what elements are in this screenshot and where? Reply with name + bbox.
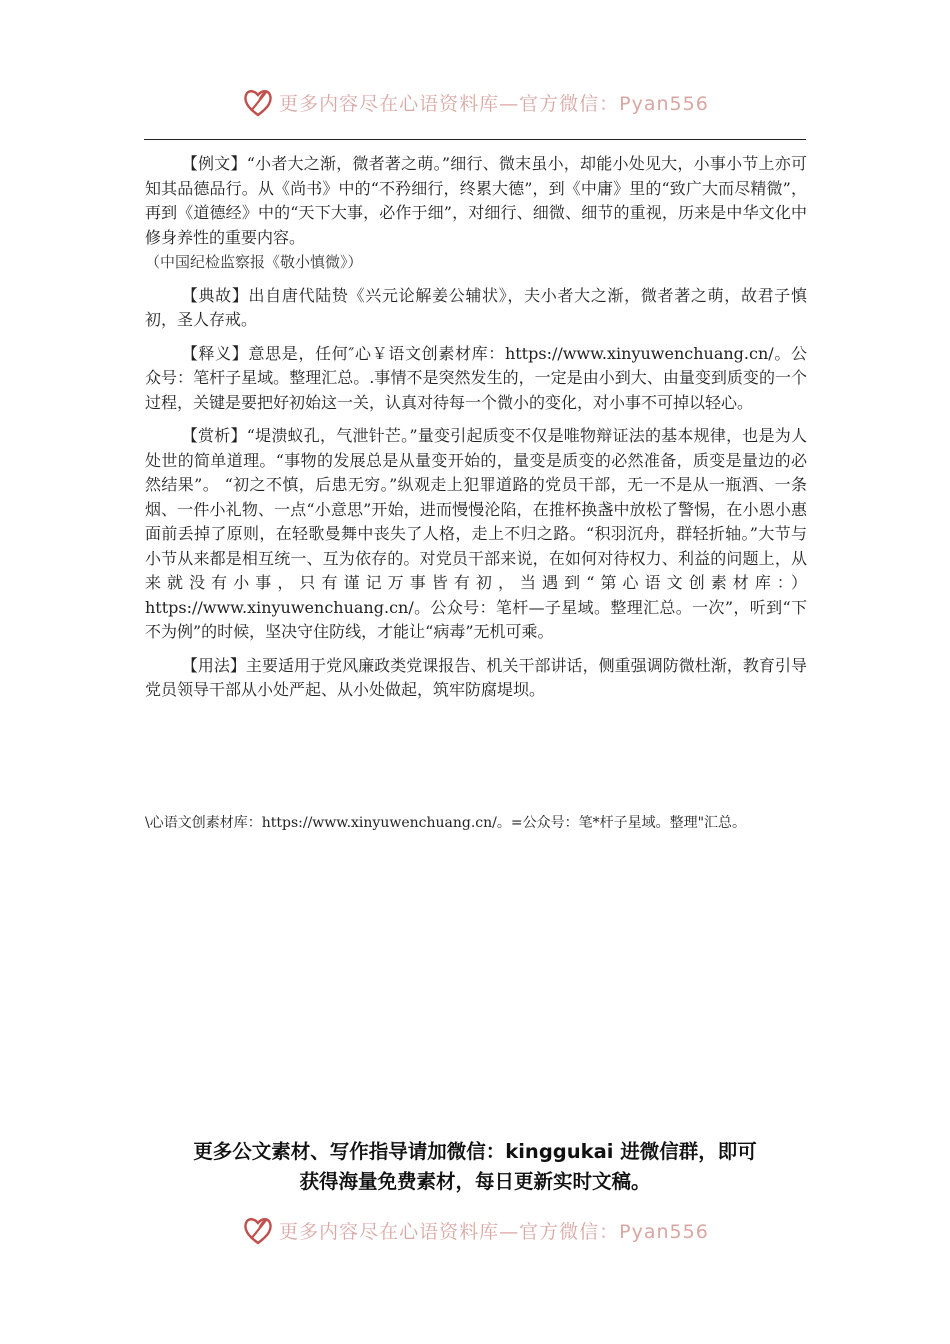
section-tag: 【赏析】 xyxy=(181,426,247,445)
section-appreciation xyxy=(145,424,807,645)
quill-heart-logo xyxy=(241,85,275,119)
header-brand-id: Pyan556 xyxy=(619,92,709,115)
quill-heart-logo xyxy=(241,1213,275,1247)
section-tag: 【典故】 xyxy=(181,285,249,305)
page-header xyxy=(0,82,950,122)
section-text: 主要适用于党风廉政类党课报告、机关干部讲话，侧重强调防微杜渐，教育引导党员领导干部从小处严起、从小处做起，筑牢防腐堤坝。 xyxy=(145,655,807,699)
section-meaning xyxy=(145,342,807,416)
header-divider xyxy=(144,139,806,140)
section-usage xyxy=(145,654,807,703)
section-allusion xyxy=(145,284,807,333)
footer-brand xyxy=(279,1217,709,1244)
section-tag: 【用法】 xyxy=(181,655,246,675)
section-source: （中国纪检监察报《敬小慎微》） xyxy=(145,253,363,271)
section-text: “小者大之渐，微者著之萌。”细行、微末虽小，却能小处见大，小事小节上亦可知其品德品行。从《尚书》中的“不矜细行，终累大德”，到《中庸》里的“致广大而尽精微”，再到《道德经》中的“天下大事，必作于细”，对细行、细微、细节的重视，历来是中华文化中修身养性的重要内容。 xyxy=(145,154,807,247)
section-tag: 【释义】 xyxy=(181,343,249,363)
header-brand-cn: 更多内容尽在心语资料库—官方微信： xyxy=(279,92,620,115)
header-brand xyxy=(279,89,709,116)
section-tag: 【例文】 xyxy=(181,154,247,173)
footer-promo xyxy=(120,1137,830,1197)
footer-brand-cn: 更多内容尽在心语资料库—官方微信： xyxy=(279,1220,620,1243)
section-text: “堤溃蚁孔，气泄针芒。”量变引起质变不仅是唯物辩证法的基本规律，也是为人处世的简单道理。“事物的发展总是从量变开始的，量变是质变的必然准备，质变是量边的必然结果”。 “初之不慎，后患无穷。”纵观走上犯罪道路的党员干部，无一不是从一瓶酒、一条烟、一件小礼物、一点“小意思”开始，进而慢慢沦陷，在推杯换盏中放松了警惕，在小恩小惠面前丢掉了原则，在轻歌曼舞中丧失了人格，走上不归之路。“积羽沉舟，群轻折轴。”大节与小节从来都是相互统一、互为依存的。对党员干部来说，在如何对待权力、利益的问题上，从来就没有小事，只有谨记万事皆有初，当遇到“第心语文创素材库：）https://www.xinyuwenchuang.cn/。公众号：笔杆—子星域。整理汇总。一次”，听到“下不为例”的时候，坚决守住防线，才能让“病毒”无机可乘。 xyxy=(145,426,807,641)
section-text: 意思是，任何″心￥语文创素材库：https://www.xinyuwenchuang.cn/。公众号：笔杆子星域。整理汇总。.事情不是突然发生的，一定是由小到大、由量变到质变的一个过程，关键是要把好初始这一关，认真对待每一个微小的变化，对小事不可掉以轻心。 xyxy=(145,343,807,412)
section-example xyxy=(145,152,807,275)
footer-brand-id: Pyan556 xyxy=(619,1220,709,1243)
watermark-line: \心语文创素材库：https://www.xinyuwenchuang.cn/。=公众号：笔*杆子星域。整理"汇总。 xyxy=(145,815,747,831)
footer-line-1: 更多公文素材、写作指导请加微信：kinggukai 进微信群，即可 xyxy=(193,1140,757,1163)
page-footer-brand xyxy=(0,1210,950,1250)
article-body xyxy=(145,152,807,712)
section-text: 出自唐代陆贽《兴元论解姜公辅状》，夫小者大之渐，微者著之萌，故君子慎初，圣人存戒。 xyxy=(145,285,807,329)
footer-line-2: 获得海量免费素材，每日更新实时文稿。 xyxy=(299,1170,651,1193)
